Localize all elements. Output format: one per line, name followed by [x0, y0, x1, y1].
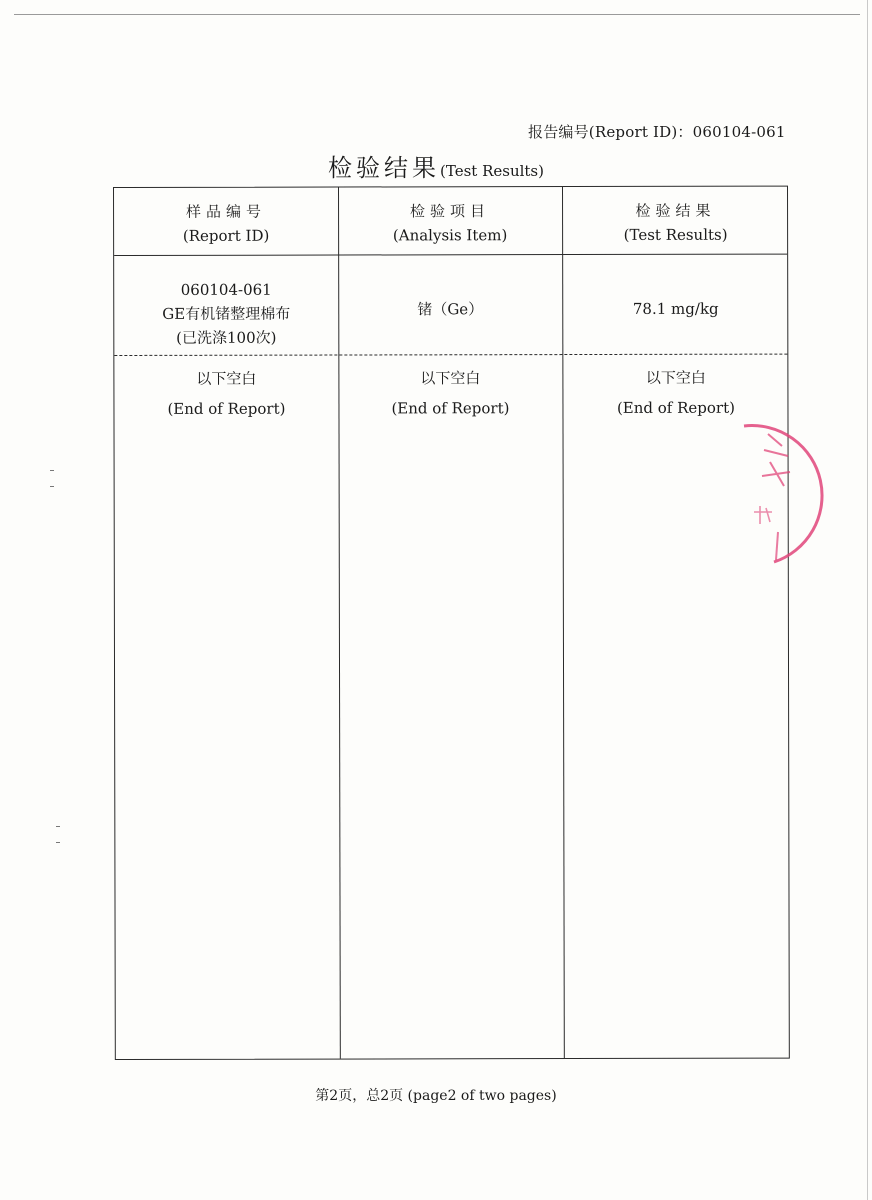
header-cell-sample-id — [114, 200, 338, 248]
sample-id: 060104-061 — [180, 280, 272, 299]
header-cell-test-results — [562, 199, 789, 247]
header-label-cn: 检验项目 — [410, 202, 491, 221]
scan-speck — [50, 486, 54, 487]
header-label-en: (Report ID) — [182, 226, 270, 245]
report-id-line: 报告编号(Report ID)：060104-061 — [528, 123, 786, 141]
header-label-en: (Analysis Item) — [392, 226, 508, 245]
end-marker-en: (End of Report) — [167, 399, 286, 418]
table-cell-result — [562, 297, 789, 321]
table-cell-sample — [114, 278, 338, 350]
analysis-item: 锗（Ge） — [417, 300, 484, 319]
scan-speck — [56, 826, 60, 827]
page-title-en: (Test Results) — [440, 162, 544, 180]
end-of-report-cell — [338, 363, 562, 423]
sample-note: (已洗涤100次) — [176, 328, 277, 347]
results-table — [113, 186, 790, 1060]
end-marker-en: (End of Report) — [391, 399, 510, 418]
header-label-cn: 样品编号 — [186, 202, 267, 221]
sample-name: GE有机锗整理棉布 — [162, 304, 291, 323]
dashed-divider — [114, 354, 787, 356]
end-marker-cn: 以下空白 — [645, 368, 706, 387]
header-label-en: (Test Results) — [623, 225, 728, 244]
scan-speck — [56, 842, 60, 843]
header-divider — [114, 254, 787, 256]
page-footer: 第2页，总2页 (page2 of two pages) — [315, 1088, 557, 1104]
end-marker-cn: 以下空白 — [420, 369, 481, 388]
scan-speck — [50, 470, 54, 471]
table-cell-analysis-item — [338, 297, 562, 321]
header-cell-analysis-item — [338, 199, 562, 247]
end-marker-en: (End of Report) — [616, 398, 735, 417]
page-title — [0, 148, 872, 183]
test-result: 78.1 mg/kg — [632, 299, 719, 318]
end-of-report-cell — [114, 364, 338, 424]
page-title-cn: 检验结果 — [328, 154, 441, 182]
end-marker-cn: 以下空白 — [196, 369, 257, 388]
scan-edge-line — [14, 14, 860, 15]
header-label-cn: 检验结果 — [635, 201, 716, 220]
red-seal-stamp — [724, 412, 824, 572]
